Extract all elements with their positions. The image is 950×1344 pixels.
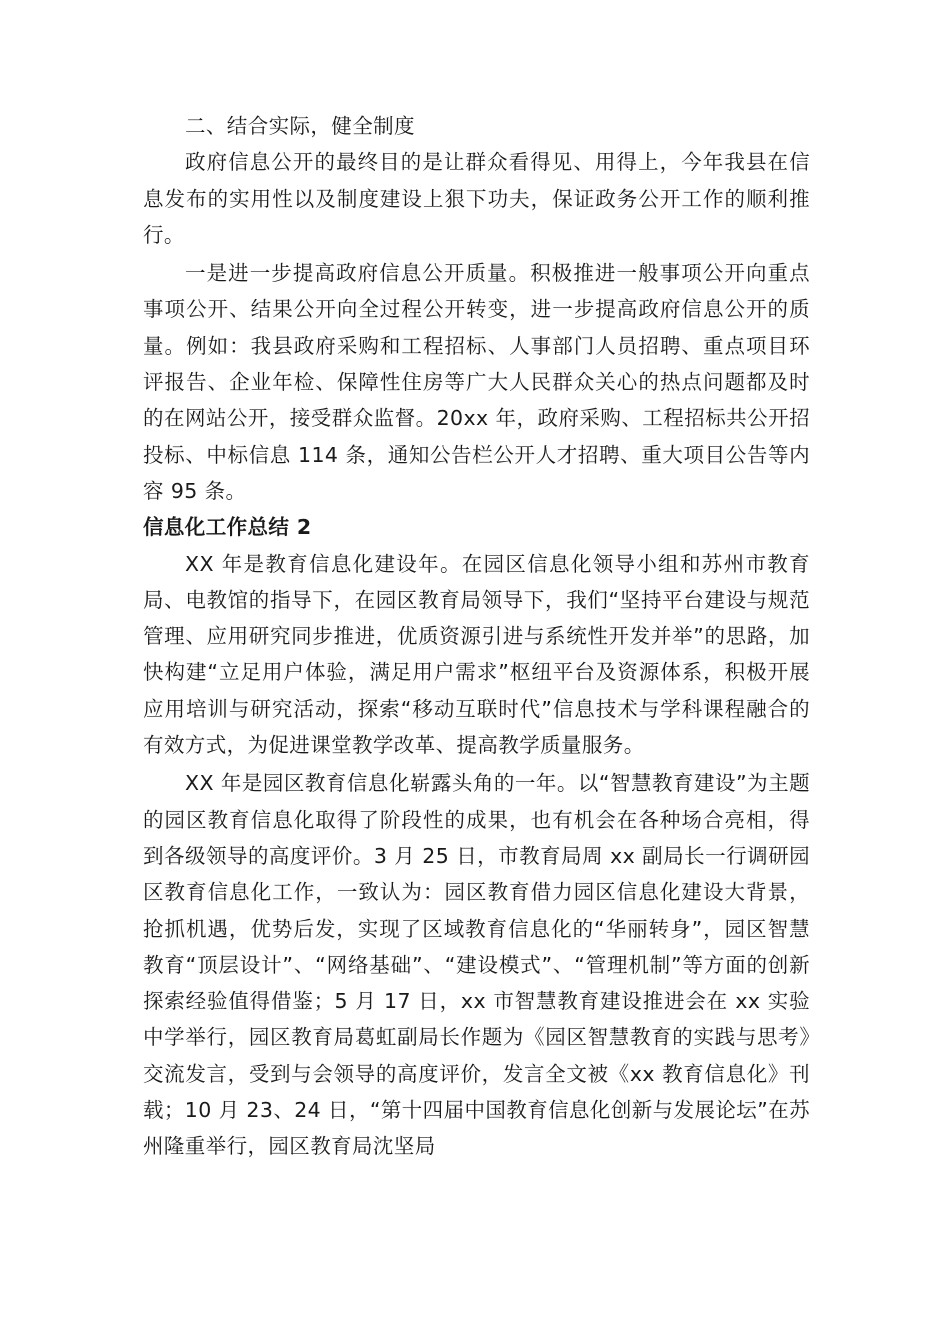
section-heading: 二、结合实际，健全制度: [185, 114, 415, 138]
document-body: [143, 108, 810, 1165]
paragraph-quality: 一是进一步提高政府信息公开质量。积极推进一般事项公开向重点事项公开、结果公开向全过程公开转变，进一步提高政府信息公开的质量。例如：我县政府采购和工程招标、人事部门人员招聘、重点项目环评报告、企业年检、保障性住房等广大人民群众关心的热点问题都及时的在网站公开，接受群众监督。20xx 年，政府采购、工程招标共公开招投标、中标信息 114 条，通知公告栏公开人才招聘、重大项目公告等内容 95 条。: [143, 261, 810, 503]
paragraph-emergence-year: XX 年是园区教育信息化崭露头角的一年。以“智慧教育建设”为主题的园区教育信息化取得了阶段性的成果，也有机会在各种场合亮相，得到各级领导的高度评价。3 月 25 日，市教育局周 xx 副局长一行调研园区教育信息化工作，一致认为：园区教育借力园区信息化建设大背景，抢抓机遇，优势后发，实现了区域教育信息化的“华丽转身”，园区智慧教育“顶层设计”、“网络基础”、“建设模式”、“管理机制”等方面的创新探索经验值得借鉴；5 月 17 日，xx 市智慧教育建设推进会在 xx 实验中学举行，园区教育局葛虹副局长作题为《园区智慧教育的实践与思考》交流发言，受到与会领导的高度评价，发言全文被《xx 教育信息化》刊载；10 月 23、24 日，“第十四届中国教育信息化创新与发展论坛”在苏州隆重举行，园区教育局沈坚局: [143, 771, 810, 1159]
paragraph-intro: 政府信息公开的最终目的是让群众看得见、用得上，今年我县在信息发布的实用性以及制度建设上狠下功夫，保证政务公开工作的顺利推行。: [143, 150, 810, 247]
summary-title-2: 信息化工作总结 2: [143, 515, 312, 540]
paragraph-construction-year: XX 年是教育信息化建设年。在园区信息化领导小组和苏州市教育局、电教馆的指导下，在园区教育局领导下，我们“坚持平台建设与规范管理、应用研究同步推进，优质资源引进与系统性开发并举”的思路，加快构建“立足用户体验，满足用户需求”枢纽平台及资源体系，积极开展应用培训与研究活动，探索“移动互联时代”信息技术与学科课程融合的有效方式，为促进课堂教学改革、提高教学质量服务。: [143, 551, 810, 758]
